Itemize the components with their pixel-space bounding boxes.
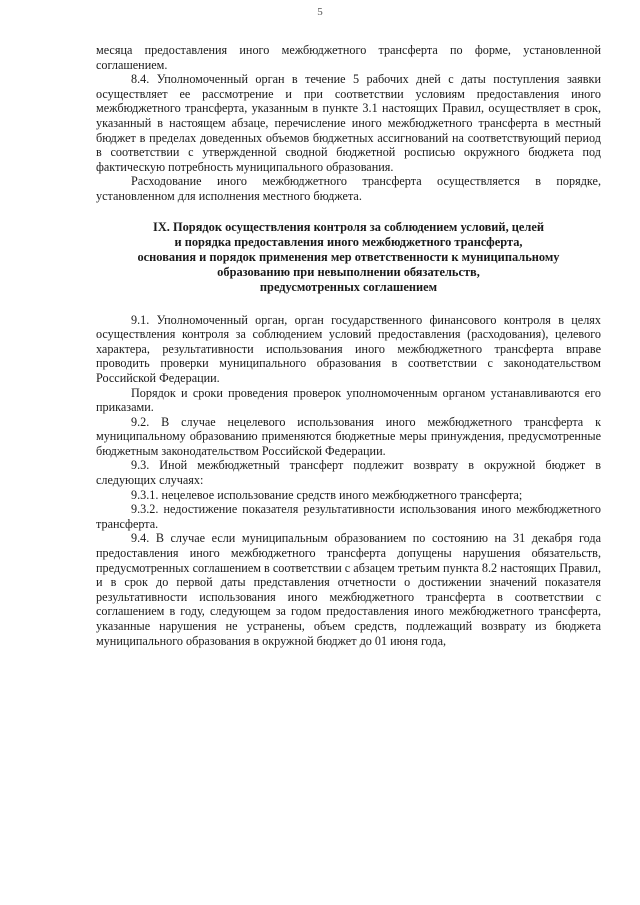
section-heading-line: основания и порядок применения мер ответственности к муниципальному <box>137 249 560 264</box>
paragraph-8-4: 8.4. Уполномоченный орган в течение 5 рабочих дней с даты поступления заявки осуществляет ее рассмотрение и при соответствии условиям предоставления иного межбюджетного трансферта, указанным в пункте 3.1 настоящих Правил, осуществляет в срок, указанный в настоящем абзаце, перечисление иного межбюджетного трансферта в местный бюджет в пределах доведенных объемов бюджетных ассигнований на соответствующий период в соответствии с утвержденной сводной бюджетной росписью окружного бюджета под фактическую потребность муниципального образования. <box>96 72 601 174</box>
paragraph-9-4: 9.4. В случае если муниципальным образованием по состоянию на 31 декабря года предоставления иного межбюджетного трансферта допущены нарушения обязательств, предусмотренных соглашением в соответствии с абзацем третьим пункта 8.2 настоящих Правил, и в срок до первой даты представления отчетности о достижении значений показателя результативности использования иного межбюджетного трансферта в соответствии с соглашением в году, следующем за годом предоставления иного межбюджетного трансферта, указанные нарушения не устранены, объем средств, подлежащий возврату из бюджета муниципального образования в окружной бюджет до 01 июня года, <box>96 531 601 648</box>
section-heading-line: и порядка предоставления иного межбюджетного трансферта, <box>174 234 523 249</box>
section-heading-line: образованию при невыполнении обязательств, <box>217 264 480 279</box>
section-heading <box>96 220 601 295</box>
document-body <box>96 43 601 648</box>
paragraph-continuation: месяца предоставления иного межбюджетного трансферта по форме, установленной соглашением. <box>96 43 601 72</box>
section-heading-line: IX. Порядок осуществления контроля за соблюдением условий, целей <box>153 219 544 234</box>
page-number: 5 <box>317 6 323 18</box>
paragraph-9-2: 9.2. В случае нецелевого использования иного межбюджетного трансферта к муниципальному образованию применяются бюджетные меры принуждения, предусмотренные бюджетным законодательством Российской Федерации. <box>96 414 601 458</box>
section-heading-line: предусмотренных соглашением <box>259 279 438 294</box>
paragraph-9-3-2: 9.3.2. недостижение показателя результативности использования иного межбюджетного трансферта. <box>96 502 601 531</box>
paragraph-spending-order: Расходование иного межбюджетного трансферта осуществляется в порядке, установленном для исполнения местного бюджета. <box>96 174 601 203</box>
paragraph-inspection-terms: Порядок и сроки проведения проверок уполномоченным органом устанавливаются его приказами. <box>96 385 601 415</box>
paragraph-9-3: 9.3. Иной межбюджетный трансферт подлежит возврату в окружной бюджет в следующих случаях: <box>96 458 601 488</box>
paragraph-9-1: 9.1. Уполномоченный орган, орган государственного финансового контроля в целях осуществления контроля за соблюдением условий предоставления (расходования), целевого характера, результативности использования иного межбюджетного трансферта вправе проводить проверки муниципального образования в соответствии с законодательством Российской Федерации. <box>96 312 601 385</box>
paragraph-9-3-1: 9.3.1. нецелевое использование средств иного межбюджетного трансферта; <box>131 487 523 502</box>
